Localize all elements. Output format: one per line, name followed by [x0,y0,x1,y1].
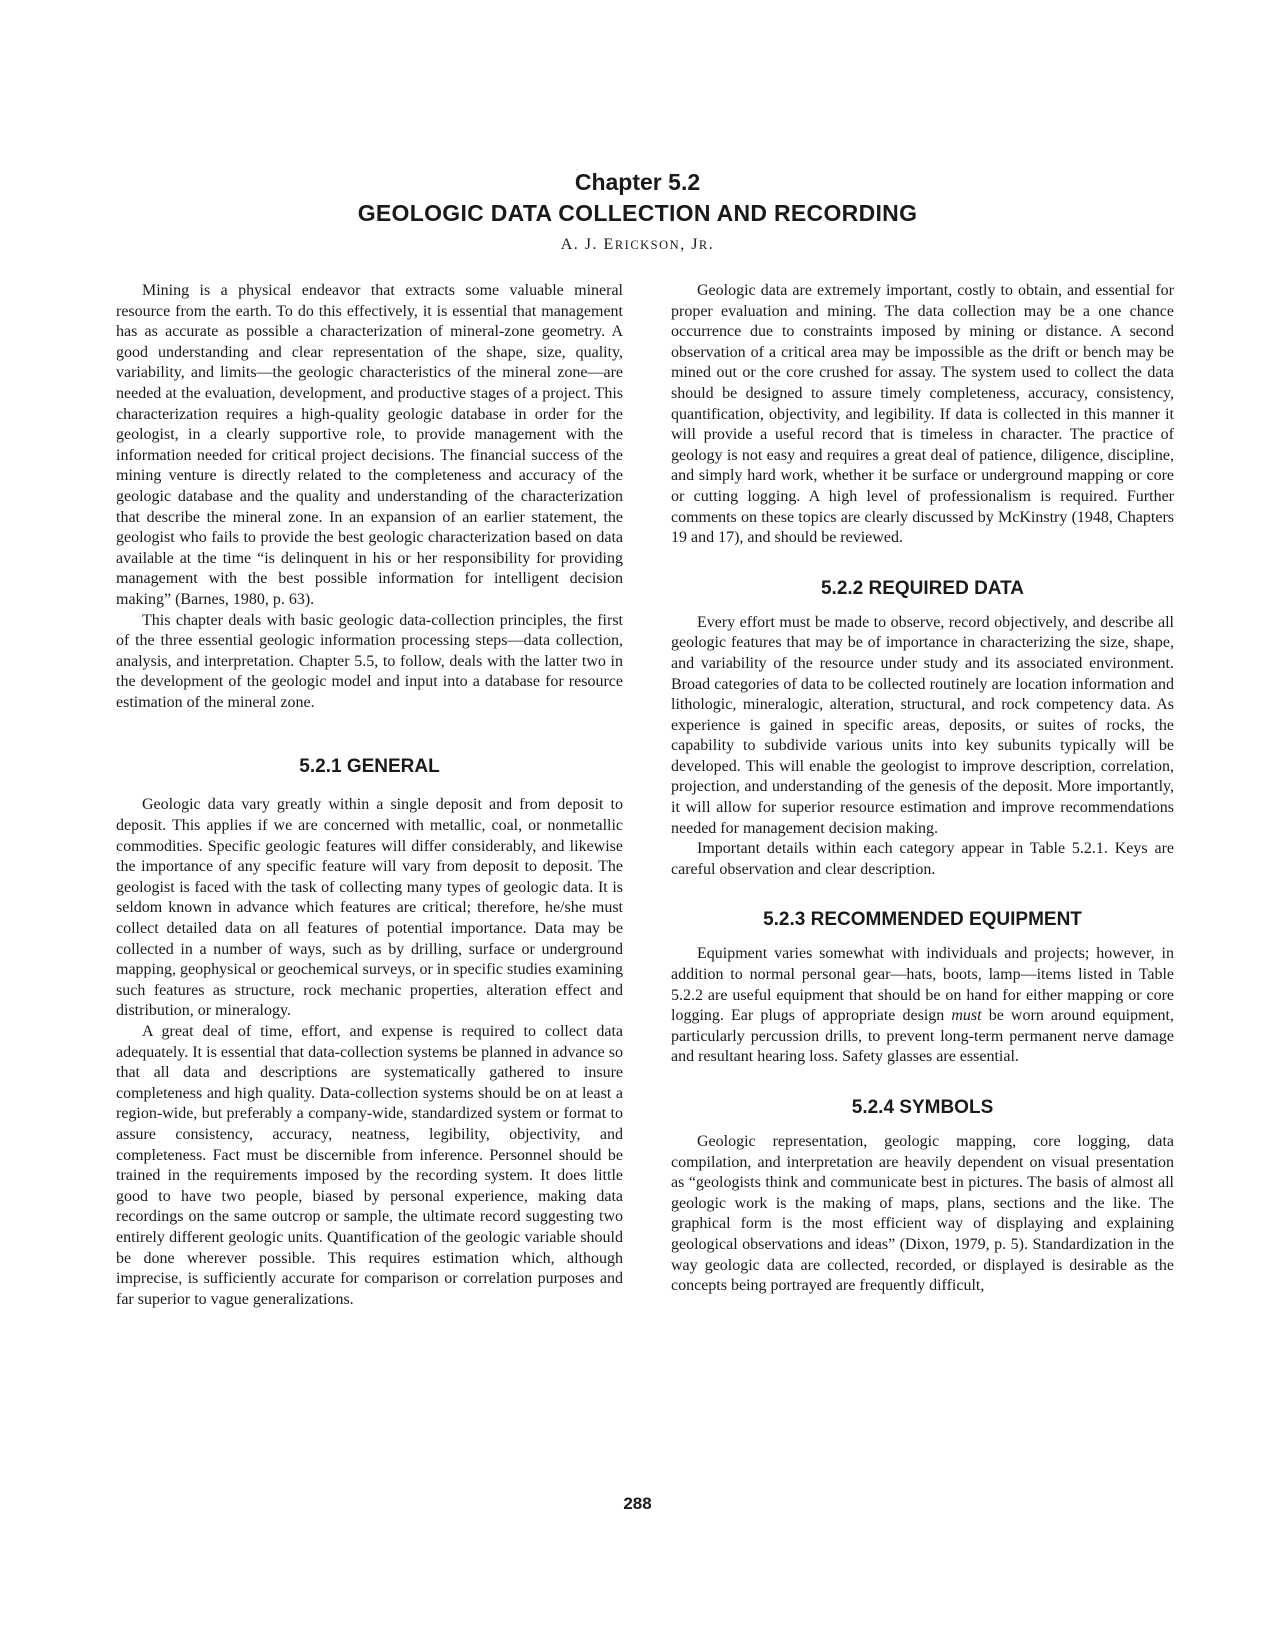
chapter-title: GEOLOGIC DATA COLLECTION AND RECORDING [357,200,918,226]
required-data-paragraph-2: Important details within each category appear in Table 5.2.1. Keys are careful observation and clear description. [671,840,1174,878]
author-byline: A. J. ERICKSON, JR. [560,236,715,253]
equipment-emphasis: must [951,1007,982,1025]
author-initial-1: A [560,236,574,253]
chapter-label: Chapter 5.2 [574,169,701,195]
section-heading-general: 5.2.1 GENERAL [299,756,440,778]
equipment-text-a: Equipment varies somewhat with individuals and projects; however, in addition to normal personal gear—hats, boots, lamp—items listed in Table 5.2.2 are useful equipment that should be on hand for either mapping or core logging. Ear plugs of appropriate design [671,945,1174,1025]
general-paragraph-3: Geologic data are extremely important, costly to obtain, and essential for proper evaluation and mining. The data collection may be a one chance occurrence due to constraints imposed by mining or distance. A second observation of a critical area may be impossible as the drift or bench may be mined out or the core crushed for assay. The system used to collect the data should be designed to assure timely completeness, accuracy, consistency, quantification, objectivity, and legibility. If data is collected in this manner it will provide a useful record that is timeless in character. The practice of geology is not easy and requires a great deal of patience, diligence, discipline, and simply hard work, whether it be surface or underground mapping or core or cutting logging. A high level of professionalism is required. Further comments on these topics are clearly discussed by McKinstry (1948, Chapters 19 and 17), and should be reviewed. [671,282,1174,547]
right-column [671,281,1174,1297]
equipment-text-b: be worn around equipment, particularly percussion drills, to prevent long-term permanent nerve damage and resultant hearing loss. Safety glasses are essential. [671,1007,1174,1066]
required-data-paragraph-1: Every effort must be made to observe, record objectively, and describe all geologic features that may be of importance in characterizing the size, shape, and variability of the resource under study and its associated environment. Broad categories of data to be collected routinely are location information and lithologic, mineralogic, alteration, structural, and rock competency data. As experience is gained in specific areas, deposits, or suites of rocks, the capability to subdivide various units into key subunits typically will be developed. This will enable the geologist to improve description, correlation, projection, and understanding of the genesis of the deposit. More importantly, it will allow for superior resource estimation and improve recommendations needed for management decision making. [671,613,1174,837]
equipment-paragraph [671,944,1174,1068]
intro-paragraph-1: Mining is a physical endeavor that extracts some valuable mineral resource from the earth. To do this effectively, it is essential that management has as accurate as possible a characterization of mineral-zone geometry. A good understanding and clear representation of the shape, size, quality, variability, and limits—the geologic characteristics of the mineral zone—are needed at the evaluation, development, and productive stages of a project. This characterization requires a high-quality geologic database in order for the geologist, in a clearly supportive role, to provide management with the information needed for critical project decisions. The financial success of the mining venture is directly related to the completeness and accuracy of the geologic database and the quality and understanding of the characterization that describe the mineral zone. In an expansion of an earlier statement, the geologist who fails to provide the best geologic characterization based on data available at the time “is delinquent in his or her responsibility for providing management with the best possible information for intelligent decision making” (Barnes, 1980, p. 63). [116,282,623,608]
left-column [116,281,623,1310]
author-surname-rest: RICKSON [614,238,681,252]
author-initial-2: J [584,236,593,253]
section-heading-symbols: 5.2.4 SYMBOLS [851,1097,994,1118]
page-number: 288 [623,1494,652,1513]
symbols-paragraph: Geologic representation, geologic mapping, core logging, data compilation, and interpretation are heavily dependent on visual presentation as “geologists think and communicate best in pictures. The basis of almost all geologic work is the making of maps, plans, sections and the like. The graphical form is the most efficient way of displaying and explaining geological observations and ideas” (Dixon, 1979, p. 5). Standardization in the way geologic data are collected, recorded, or displayed is desirable as the concepts being portrayed are frequently difficult, [671,1133,1174,1295]
general-paragraph-2: A great deal of time, effort, and expense is required to collect data adequately. It is essential that data-collection systems be planned in advance so that all data and descriptions are systematically gathered to insure completeness and high quality. Data-collection systems should be on at least a region-wide, but preferably a company-wide, standardized system or format to assure consistency, accuracy, neatness, legibility, objectivity, and completeness. Fact must be discernible from inference. Personnel should be trained in the requirements imposed by the recording system. It does little good to have two people, biased by personal experience, making data recordings on the same outcrop or sample, the ultimate record suggesting two entirely different geologic units. Quantification of the geologic variable should be done wherever possible. This requires estimation which, although imprecise, is sufficiently accurate for comparison or correlation purposes and far superior to vague generalizations. [116,1023,623,1308]
author-surname-initial: E [603,236,615,253]
section-heading-required-data: 5.2.2 REQUIRED DATA [820,577,1025,599]
author-suffix-rest: R [698,238,709,252]
author-suffix-initial: J [691,236,699,253]
general-paragraph-1: Geologic data vary greatly within a single deposit and from deposit to deposit. This applies if we are concerned with metallic, coal, or nonmetallic commodities. Specific geologic features will differ considerably, and likewise the importance of any specific feature will vary from deposit to deposit. The geologist is faced with the task of collecting many types of geologic data. It is seldom known in advance which features are critical; therefore, he/she must collect detailed data on all features of potential importance. Data may be collected in a number of ways, such as by drilling, surface or underground mapping, geophysical or geochemical surveys, or in specific studies examining such features as structure, rock mechanic properties, alteration effect and distribution, or mineralogy. [116,796,623,1020]
section-heading-recommended-equipment: 5.2.3 RECOMMENDED EQUIPMENT [763,909,1082,931]
intro-paragraph-2: This chapter deals with basic geologic data-collection principles, the first of the three essential geologic information processing steps—data collection, analysis, and interpretation. Chapter 5.5, to follow, deals with the latter two in the development of the geologic model and input into a database for resource estimation of the mineral zone. [116,611,623,711]
